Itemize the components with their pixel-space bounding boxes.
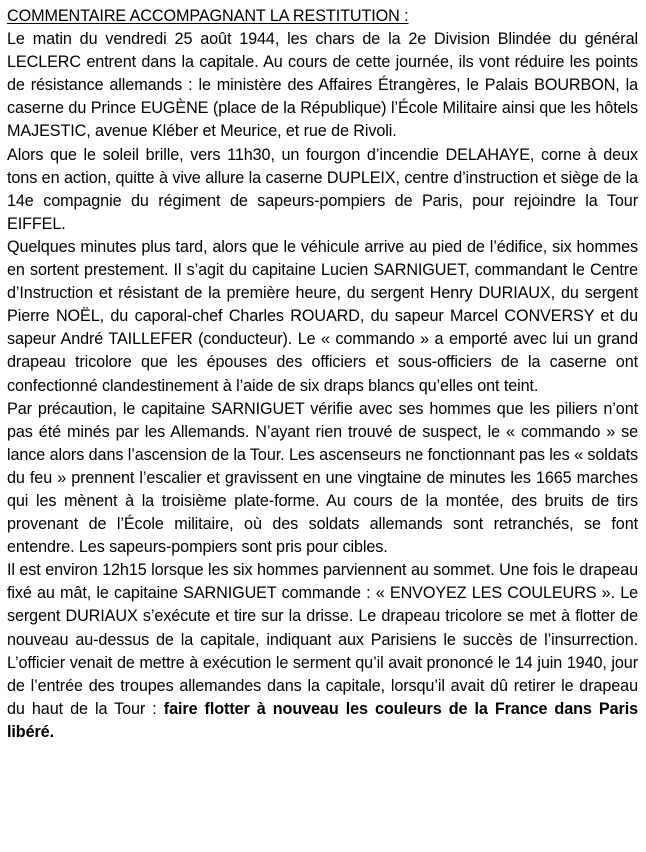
document-body (7, 5, 638, 744)
paragraph-fire-truck: Alors que le soleil brille, vers 11h30, un fourgon d’incendie DELAHAYE, corne à deux tons en action, quitte à vive allure la caserne DUPLEIX, centre d’instruction et siège de la 14e compagnie du régiment de sapeurs-pompiers de Paris, pour rejoindre la Tour EIFFEL. (7, 145, 638, 233)
paragraph-summit-bold-conclusion: faire flotter à nouveau les couleurs de la France dans Paris libéré. (7, 699, 638, 741)
paragraph-liberation: Le matin du vendredi 25 août 1944, les chars de la 2e Division Blindée du général LECLERC entrent dans la capitale. Au cours de cette journée, ils vont réduire les points de résistance allemands : le ministère des Affaires Étrangères, le Palais BOURBON, la caserne du Prince EUGÈNE (place de la République) l’École Militaire ainsi que les hôtels MAJESTIC, avenue Kléber et Meurice, et rue de Rivoli. (7, 30, 638, 141)
paragraph-ascent: Par précaution, le capitaine SARNIGUET vérifie avec ses hommes que les piliers n’ont pas été minés par les Allemands. N’ayant rien trouvé de suspect, le « commando » se lance alors dans l’ascension de la Tour. Les ascenseurs ne fonctionnant pas les « soldats du feu » prennent l’escalier et gravissent en une vingtaine de minutes les 1665 marches qui les mènent à la troisième plate-forme. Au cours de la montée, des bruits de tirs provenant de l’École militaire, où des soldats allemands sont retranchés, se font entendre. Les sapeurs-pompiers sont pris pour cibles. (7, 399, 638, 557)
paragraph-summit-text: Il est environ 12h15 lorsque les six hommes parviennent au sommet. Une fois le drapeau fixé au mât, le capitaine SARNIGUET commande : « ENVOYEZ LES COULEURS ». Le sergent DURIAUX s’exécute et tire sur la drisse. Le drapeau tricolore se met à flotter de nouveau au-dessus de la capitale, indiquant aux Parisiens le succès de l’insurrection. L’officier venait de mettre à exécution le serment qu’il avait prononcé le 14 juin 1940, jour de l’entrée des troupes allemandes dans la capitale, lorsqu’il avait dû retirer le drapeau du haut de la Tour : (7, 561, 638, 718)
paragraph-commando: Quelques minutes plus tard, alors que le véhicule arrive au pied de l’édifice, six hommes en sortent prestement. Il s’agit du capitaine Lucien SARNIGUET, commandant le Centre d’Instruction et résistant de la première heure, du sergent Henry DURIAUX, du sergent Pierre NOËL, du caporal-chef Charles ROUARD, du sapeur Marcel CONVERSY et du sapeur André TAILLEFER (conducteur). Le « commando » a emporté avec lui un grand drapeau tricolore que les épouses des officiers et sous-officiers de la caserne ont confectionné clandestinement à l’aide de six draps blancs qu’elles ont teint. (7, 237, 638, 395)
document-heading: COMMENTAIRE ACCOMPAGNANT LA RESTITUTION : (7, 7, 409, 25)
paragraph-summit (7, 559, 638, 744)
